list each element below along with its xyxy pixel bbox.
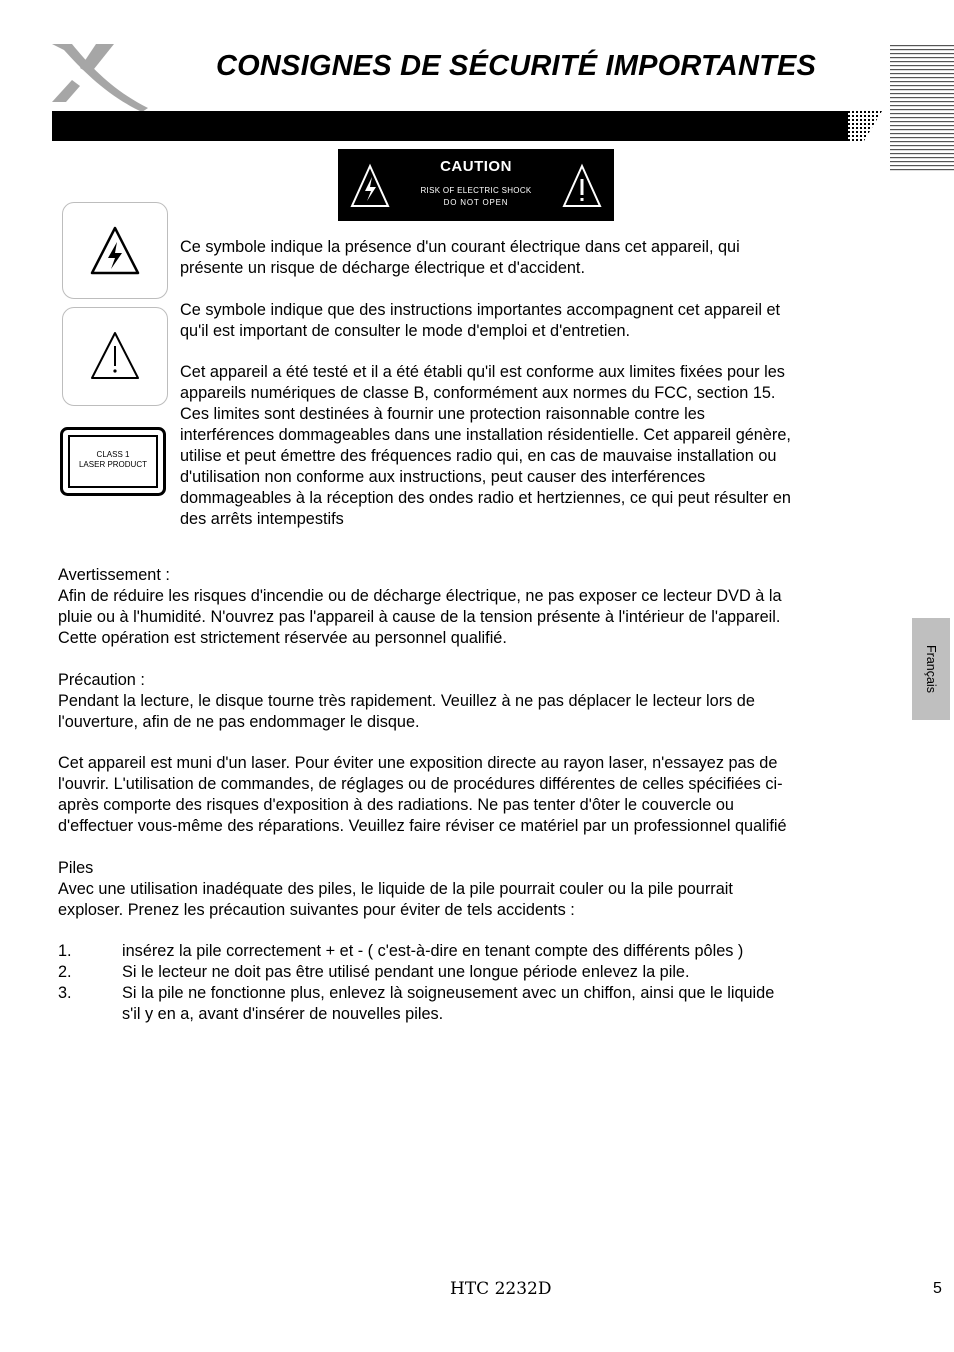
text-line: interférences dommageables dans une installation résidentielle. Cet appareil génère,: [180, 426, 791, 444]
list-item: Si le lecteur ne doit pas être utilisé pendant une longue période enlevez la pile.: [122, 963, 690, 981]
decorative-line: [890, 61, 954, 62]
lightning-warning-icon: [89, 225, 141, 277]
section-heading: Précaution :: [58, 671, 145, 689]
page-title: CONSIGNES DE SÉCURITÉ IMPORTANTES: [216, 50, 817, 82]
decorative-line: [890, 153, 954, 154]
list-item-number: 3.: [58, 984, 72, 1002]
text-line: Ce symbole indique que des instructions importantes accompagnent cet appareil et: [180, 301, 781, 319]
decorative-line: [890, 161, 954, 162]
text-line: exploser. Prenez les précaution suivantes pour éviter de tels accidents :: [58, 901, 575, 919]
language-tab: [912, 618, 950, 720]
text-line: pluie ou à l'humidité. N'ouvrez pas l'appareil à cause de la tension présente à l'intérieur de l'appareil.: [58, 608, 781, 626]
decorative-line: [890, 65, 954, 66]
text-line: appareils numériques de classe B, conformément aux normes du FCC, section 15.: [180, 384, 776, 402]
decorative-line: [890, 77, 954, 78]
text-line: Cet appareil a été testé et il a été établi qu'il est conforme aux limites fixées pour les: [180, 363, 785, 381]
caution-line-1: RISK OF ELECTRIC SHOCK: [420, 186, 532, 195]
decorative-line: [890, 45, 954, 46]
warning-section: [58, 565, 782, 649]
section-heading: Avertissement :: [58, 566, 170, 584]
exclamation-symbol-box: [62, 307, 168, 406]
decorative-line: [890, 101, 954, 102]
decorative-line: [890, 129, 954, 130]
decorative-line: [890, 149, 954, 150]
decorative-line: [890, 145, 954, 146]
laser-label-line-1: CLASS 1: [96, 450, 130, 459]
text-line: d'utilisation non conforme aux instructions, peut causer des interférences: [180, 468, 706, 486]
decorative-line: [890, 53, 954, 54]
text-line: Avec une utilisation inadéquate des piles, le liquide de la pile pourrait couler ou la pile pourrait: [58, 880, 733, 898]
decorative-line: [890, 133, 954, 134]
decorative-line: [890, 89, 954, 90]
text-line: d'effectuer vous-même des réparations. Veuillez faire réviser ce matériel par un professionnel qualifié: [58, 817, 787, 835]
text-line: Ce symbole indique la présence d'un courant électrique dans cet appareil, qui: [180, 238, 740, 256]
exclamation-warning-icon: [89, 330, 141, 382]
section-heading: Piles: [58, 859, 94, 877]
decorative-lines: [890, 45, 954, 173]
decorative-line: [890, 97, 954, 98]
paragraph-instructions-symbol: [180, 300, 780, 342]
batteries-section: [58, 858, 733, 921]
decorative-line: [890, 73, 954, 74]
caution-label: [338, 149, 614, 221]
text-line: Cette opération est strictement réservée au personnel qualifié.: [58, 629, 507, 647]
x-brand-logo-icon: [50, 40, 150, 112]
caution-title: CAUTION: [440, 158, 512, 175]
list-item-continuation: s'il y en a, avant d'insérer de nouvelles piles.: [122, 1005, 444, 1023]
page-number: 5: [933, 1280, 942, 1297]
text-line: utilise et peut émettre des fréquences radio qui, en cas de mauvaise installation ou: [180, 447, 777, 465]
decorative-line: [890, 165, 954, 166]
lightning-symbol-box: [62, 202, 168, 299]
text-line: Ces limites sont destinées à fournir une protection raisonnable contre les: [180, 405, 705, 423]
text-line: présente un risque de décharge électrique et d'accident.: [180, 259, 585, 277]
text-line: Pendant la lecture, le disque tourne très rapidement. Veuillez à ne pas déplacer le lecteur lors de: [58, 692, 755, 710]
decorative-line: [890, 109, 954, 110]
decorative-line: [890, 93, 954, 94]
text-line: des arrêts intempestifs: [180, 510, 344, 528]
language-tab-label: Français: [924, 645, 938, 693]
laser-label-line-2: LASER PRODUCT: [78, 460, 147, 469]
decorative-line: [890, 105, 954, 106]
text-line: qu'il est important de consulter le mode d'emploi et d'entretien.: [180, 322, 631, 340]
decorative-line: [890, 141, 954, 142]
laser-product-label: [60, 427, 166, 496]
decorative-line: [890, 49, 954, 50]
text-line: l'ouvrir. L'utilisation de commandes, de réglages ou de procédures différentes de celles spécifiées ci-: [58, 775, 783, 793]
decorative-line: [890, 113, 954, 114]
decorative-line: [890, 157, 954, 158]
decorative-line: [890, 57, 954, 58]
decorative-line: [890, 85, 954, 86]
list-item-number: 1.: [58, 942, 72, 960]
list-item-number: 2.: [58, 963, 72, 981]
list-item: Si la pile ne fonctionne plus, enlevez là soigneusement avec un chiffon, ainsi que le liquide: [122, 984, 775, 1002]
decorative-line: [890, 169, 954, 170]
laser-section: [58, 753, 787, 837]
precaution-section: [58, 670, 755, 733]
decorative-line: [890, 69, 954, 70]
decorative-line: [890, 137, 954, 138]
text-line: dommageables à la réception des ondes radio et hertziennes, ce qui peut résulter en: [180, 489, 791, 507]
text-line: Cet appareil est muni d'un laser. Pour éviter une exposition directe au rayon laser, n'essayez pas de: [58, 754, 778, 772]
paragraph-electric-symbol: [180, 237, 740, 279]
text-line: après comporte des risques d'exposition à des radiations. Ne pas tenter d'ôter le couvercle ou: [58, 796, 734, 814]
paragraph-fcc-compliance: [180, 362, 791, 530]
decorative-line: [890, 117, 954, 118]
decorative-line: [890, 125, 954, 126]
decorative-line: [890, 121, 954, 122]
header-bar: [52, 111, 882, 141]
footer-model-name: HTC 2232D: [450, 1279, 552, 1299]
text-line: l'ouverture, afin de ne pas endommager le disque.: [58, 713, 420, 731]
list-item: insérez la pile correctement + et - ( c'est-à-dire en tenant compte des différents pôles ): [122, 942, 744, 960]
text-line: Afin de réduire les risques d'incendie ou de décharge électrique, ne pas exposer ce lecteur DVD à la: [58, 587, 782, 605]
decorative-line: [890, 81, 954, 82]
caution-line-2: DO NOT OPEN: [443, 198, 509, 207]
